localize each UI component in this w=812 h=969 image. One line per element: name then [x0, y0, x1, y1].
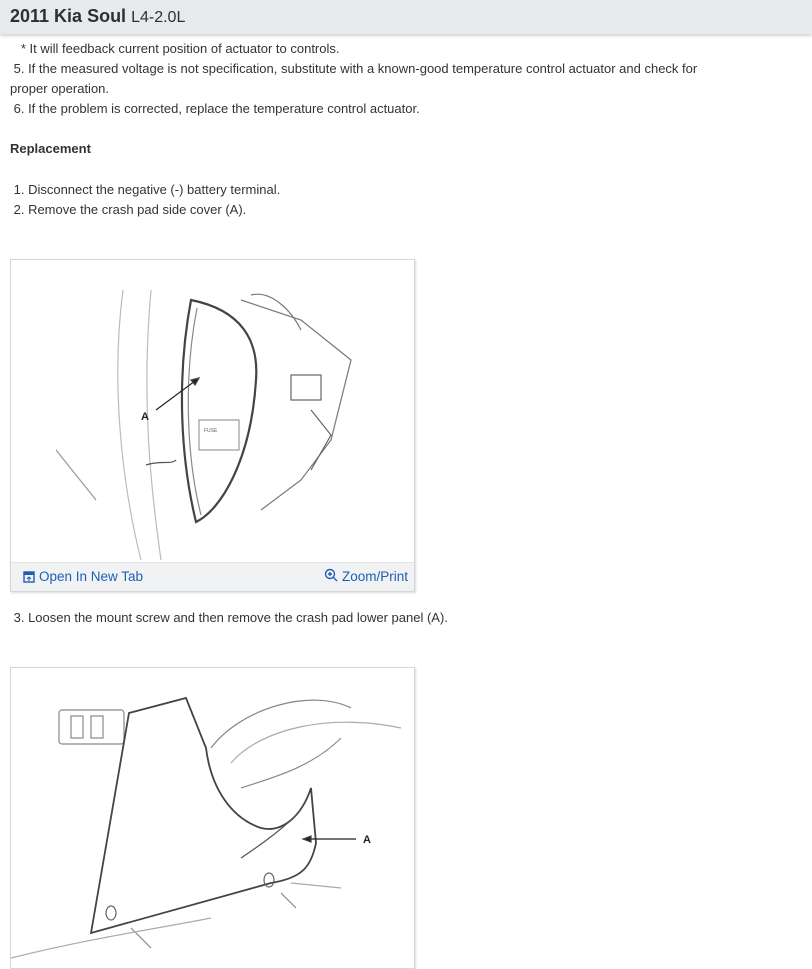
step-3: 3. Loosen the mount screw and then remove the crash pad lower panel (A). — [10, 610, 448, 625]
figure-footer — [11, 562, 414, 591]
fuse-label: FUSE — [204, 428, 218, 434]
figure-crash-pad-side-cover — [10, 259, 415, 592]
open-in-new-tab-label: Open In New Tab — [39, 569, 144, 584]
text-line: * It will feedback current position of actuator to controls. — [10, 41, 340, 56]
section-heading: Replacement — [10, 141, 91, 156]
step-2: 2. Remove the crash pad side cover (A). — [10, 202, 247, 217]
callout-a: A — [363, 834, 371, 846]
zoom-print-link[interactable] — [324, 566, 408, 584]
text-line: 6. If the problem is corrected, replace the temperature control actuator. — [10, 101, 420, 116]
page-header — [0, 0, 812, 34]
diagram-side-cover — [11, 260, 414, 562]
zoom-print-label: Zoom/Print — [341, 569, 408, 584]
text-line: 5. If the measured voltage is not specification, substitute with a known-good temperature control actuator and check for — [10, 61, 698, 76]
text-line: proper operation. — [10, 81, 110, 96]
step-1: 1. Disconnect the negative (-) battery terminal. — [10, 182, 281, 197]
page-title — [10, 6, 185, 27]
zoom-in-icon — [324, 568, 338, 582]
open-new-tab-icon — [23, 571, 35, 583]
vehicle-title: 2011 Kia Soul — [10, 6, 127, 26]
open-in-new-tab-link[interactable] — [23, 569, 143, 584]
figure-crash-pad-lower-panel — [10, 667, 415, 969]
callout-a: A — [141, 411, 149, 423]
engine-label: L4-2.0L — [131, 9, 186, 26]
diagram-lower-panel — [11, 668, 414, 968]
